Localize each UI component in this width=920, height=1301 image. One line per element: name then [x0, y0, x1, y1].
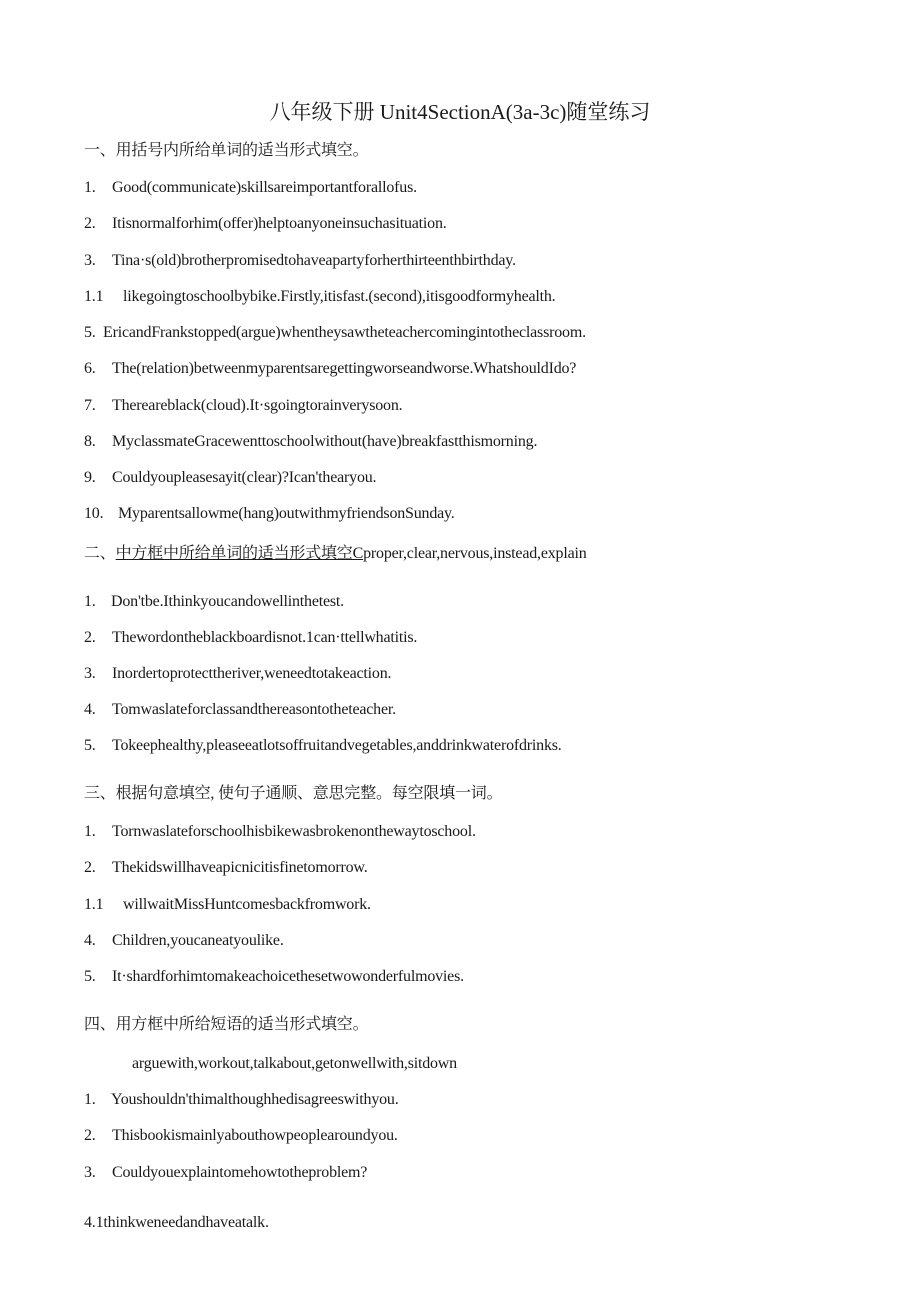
question-item: 2. Thewordontheblackboardisnot.1can·ttellwhatitis. [84, 629, 418, 646]
question-item: 1. Youshouldn'thimalthoughhedisagreeswithyou. [84, 1091, 399, 1108]
question-item: 7. Thereareblack(cloud).It·sgoingtorainverysoon. [84, 397, 403, 414]
section-3-heading: 三、根据句意填空, 使句子通顺、意思完整。每空限填一词。 [84, 785, 503, 802]
section-4-heading: 四、用方框中所给短语的适当形式填空。 [84, 1016, 369, 1033]
question-item: 2. Thisbookismainlyabouthowpeoplearoundyou. [84, 1127, 398, 1144]
question-item: 3. Couldyouexplaintomehowtotheproblem? [84, 1164, 368, 1181]
question-item: 5. Tokeephealthy,pleaseeatlotsoffruitandvegetables,anddrinkwaterofdrinks. [84, 737, 562, 754]
question-item: 4. Tomwaslateforclassandthereasontotheteacher. [84, 701, 396, 718]
question-item: 10. Myparentsallowme(hang)outwithmyfriendsonSunday. [84, 505, 455, 522]
question-item: 3. Inordertoprotecttheriver,weneedtotakeaction. [84, 665, 392, 682]
question-item: 6. The(relation)betweenmyparentsaregettingworseandworse.WhatshouldIdo? [84, 360, 577, 377]
page-title: 八年级下册 Unit4SectionA(3a-3c)随堂练习 [269, 100, 651, 124]
question-item: 1. Tornwaslateforschoolhisbikewasbrokenonthewaytoschool. [84, 823, 476, 840]
section-2-heading: 二、中方框中所给单词的适当形式填空Cproper,clear,nervous,instead,explain [84, 545, 587, 562]
question-item: 1. Don'tbe.Ithinkyoucandowellinthetest. [84, 593, 344, 610]
question-item: 9. Couldyoupleasesayit(clear)?Ican'thearyou. [84, 469, 377, 486]
question-item: 8. MyclassmateGracewenttoschoolwithout(have)breakfastthismorning. [84, 433, 538, 450]
question-item: 1.1 willwaitMissHuntcomesbackfromwork. [84, 896, 371, 913]
question-item: 1.1 likegoingtoschoolbybike.Firstly,itisfast.(second),itisgoodformyhealth. [84, 288, 556, 305]
question-item: 5. It·shardforhimtomakeachoicethesetwowonderfulmovies. [84, 968, 464, 985]
question-item: 5. EricandFrankstopped(argue)whentheysawtheteachercomingintotheclassroom. [84, 324, 586, 341]
question-item: 1. Good(communicate)skillsareimportantforallofus. [84, 179, 417, 196]
question-item: 4.1thinkweneedandhaveatalk. [84, 1214, 269, 1231]
section-1-heading: 一、用括号内所给单词的适当形式填空。 [84, 142, 369, 159]
question-item: 3. Tina·s(old)brotherpromisedtohaveapartyforherthirteenthbirthday. [84, 252, 516, 269]
phrase-box: arguewith,workout,talkabout,getonwellwith,sitdown [132, 1055, 457, 1072]
question-item: 2. Itisnormalforhim(offer)helptoanyoneinsuchasituation. [84, 215, 447, 232]
question-item: 4. Children,youcaneatyoulike. [84, 932, 284, 949]
question-item: 2. Thekidswillhaveapicnicitisfinetomorrow. [84, 859, 368, 876]
